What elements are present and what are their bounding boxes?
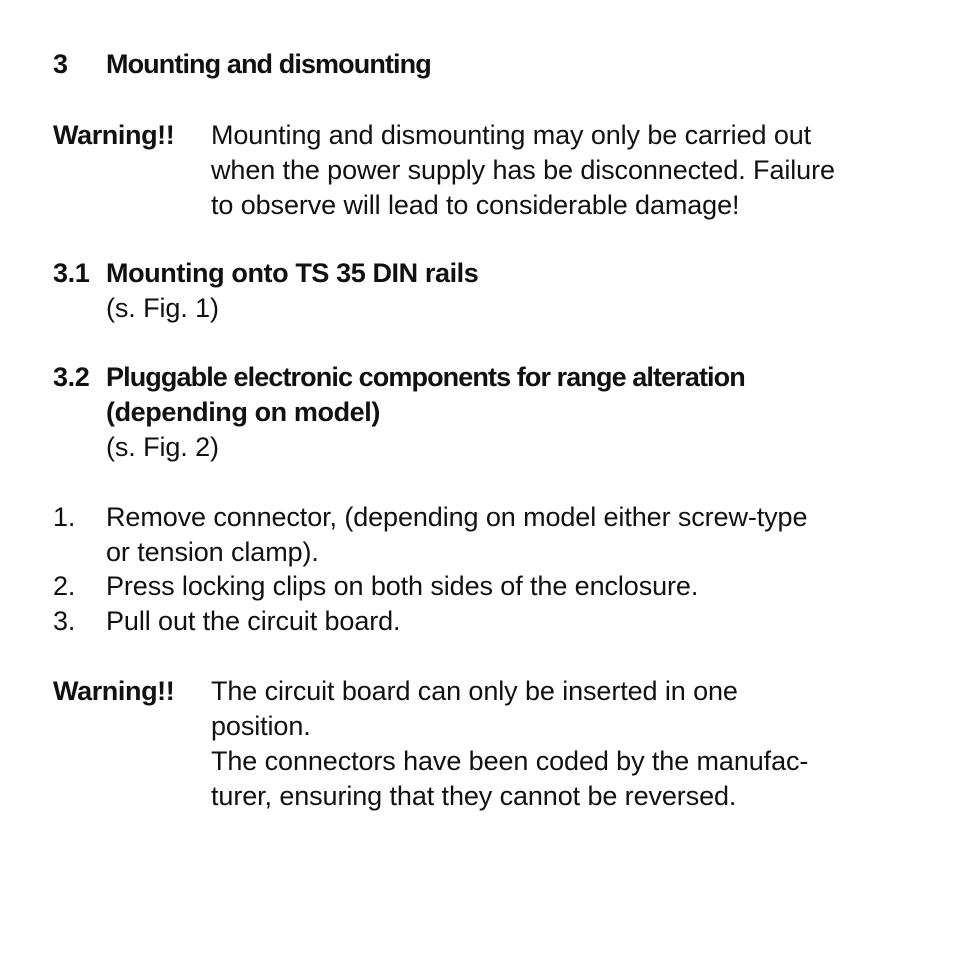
section-3-2-title-line: (depending on model)	[106, 397, 380, 427]
step-text-line: Remove connector, (depending on model either screw-type	[106, 502, 808, 532]
warning-text-line: The circuit board can only be inserted in one	[211, 676, 738, 706]
warning-text-line: when the power supply has be disconnected. Failure	[211, 155, 835, 185]
warning-text-line: to observe will lead to considerable damage!	[211, 190, 740, 220]
step-text-line: Press locking clips on both sides of the enclosure.	[106, 571, 699, 601]
warning-text-line: Mounting and dismounting may only be carried out	[211, 120, 812, 150]
section-3-1-number: 3.1	[53, 258, 90, 288]
section-3-1-title: Mounting onto TS 35 DIN rails	[106, 258, 479, 288]
warning-text-line: turer, ensuring that they cannot be reversed.	[211, 781, 737, 811]
figure-reference: (s. Fig. 2)	[106, 432, 219, 462]
warning-text-line: The connectors have been coded by the manufac-	[211, 746, 809, 776]
warning-label: Warning!!	[53, 676, 175, 706]
step-text-line: or tension clamp).	[106, 537, 319, 567]
section-3-2-title-line: Pluggable electronic components for range alteration	[106, 362, 745, 392]
step-number: 1.	[53, 502, 76, 532]
step-text-line: Pull out the circuit board.	[106, 606, 401, 636]
warning-label: Warning!!	[53, 120, 175, 150]
section-3-title: Mounting and dismounting	[106, 49, 431, 79]
figure-reference: (s. Fig. 1)	[106, 293, 219, 323]
section-3-2-number: 3.2	[53, 362, 90, 392]
step-number: 2.	[53, 571, 76, 601]
section-3-number: 3	[53, 49, 68, 79]
warning-text-line: position.	[211, 711, 311, 741]
step-number: 3.	[53, 606, 76, 636]
